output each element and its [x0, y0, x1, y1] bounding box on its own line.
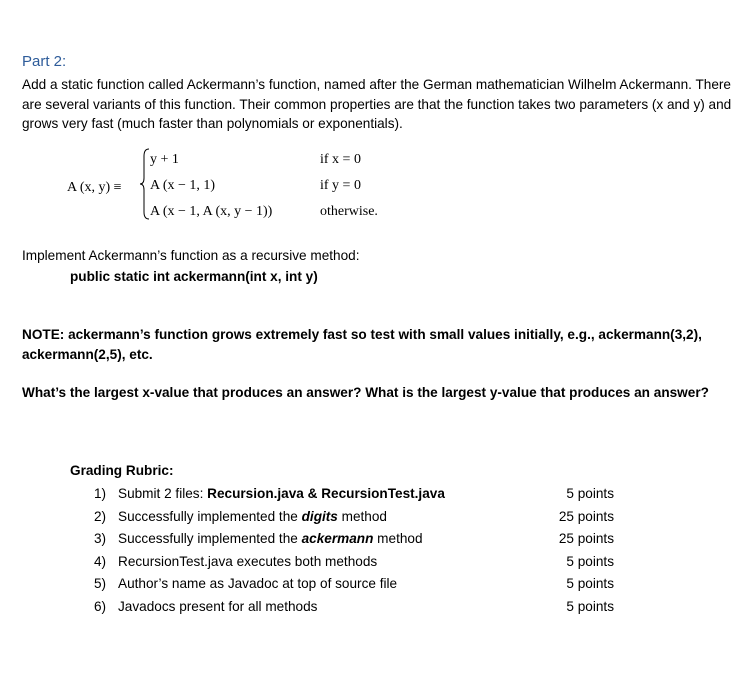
rubric-item [94, 599, 614, 622]
rubric-item-points: 5 points [566, 486, 614, 501]
rubric-item-text: RecursionTest.java executes both methods [118, 553, 378, 569]
rubric-item-number: 6) [94, 598, 107, 614]
formula-lhs: A (x, y) ≡ [67, 180, 122, 195]
rubric-item-text [118, 509, 534, 524]
rubric-item [94, 576, 614, 599]
rubric-item-number: 4) [94, 553, 107, 569]
rubric-item-points: 5 points [566, 576, 614, 591]
rubric-title: Grading Rubric: [70, 463, 174, 478]
rubric-item [94, 531, 614, 554]
rubric-item-text: Javadocs present for all methods [118, 598, 318, 614]
case-1-condition: if x = 0 [320, 152, 361, 167]
rubric-item-text-plain: Successfully implemented the [118, 508, 302, 524]
rubric-item-text-suffix: method [373, 531, 423, 546]
rubric-item-points: 5 points [566, 598, 614, 614]
case-1-expression: y + 1 [150, 152, 179, 167]
rubric-item-number: 2) [94, 508, 107, 524]
rubric-item-points: 25 points [558, 508, 614, 524]
left-brace-icon [140, 148, 150, 220]
rubric-item [94, 554, 614, 577]
case-2-condition: if y = 0 [320, 178, 361, 193]
section-heading: Part 2: [22, 53, 67, 70]
implement-instruction: Implement Ackermann’s function as a recursive method: [22, 248, 360, 263]
method-signature: public static int ackermann(int x, int y) [70, 269, 318, 284]
rubric-item-text-bold-italic: digits [301, 508, 338, 524]
rubric-item-text-plain: Successfully implemented the [118, 531, 302, 546]
case-3-condition: otherwise. [320, 204, 378, 219]
case-2-expression: A (x − 1, 1) [150, 178, 216, 193]
rubric-item-text-suffix: method [337, 508, 387, 524]
rubric-item [94, 486, 614, 509]
rubric-item-text [118, 486, 534, 501]
rubric-item [94, 509, 614, 532]
rubric-item-number: 1) [94, 486, 107, 501]
rubric-item-text [118, 531, 534, 546]
rubric-list [94, 486, 614, 621]
rubric-item-text: Author’s name as Javadoc at top of source file [118, 576, 398, 591]
case-3-expression: A (x − 1, A (x, y − 1)) [150, 204, 273, 219]
rubric-item-text-bold: Recursion.java & RecursionTest.java [207, 486, 445, 501]
intro-paragraph: Add a static function called Ackermann’s function, named after the German mathematician Wilhelm Ackermann. There are several variants of this function. Their common properties are that the function takes two parameters (x and y) and grows very fast (much faster than polynomials or exponentials). [22, 77, 732, 131]
question-paragraph: What’s the largest x-value that produces an answer? What is the largest y-value that produces an answer? [22, 385, 709, 400]
rubric-item-text-bold-italic: ackermann [301, 531, 374, 546]
rubric-item-number: 3) [94, 531, 107, 546]
note-paragraph: NOTE: ackermann’s function grows extremely fast so test with small values initially, e.g., ackermann(3,2), ackermann(2,5), etc. [22, 327, 702, 362]
rubric-item-points: 5 points [566, 553, 614, 569]
rubric-item-points: 25 points [558, 531, 614, 546]
rubric-item-number: 5) [94, 576, 107, 591]
rubric-item-text-plain: Submit 2 files: [118, 486, 208, 501]
